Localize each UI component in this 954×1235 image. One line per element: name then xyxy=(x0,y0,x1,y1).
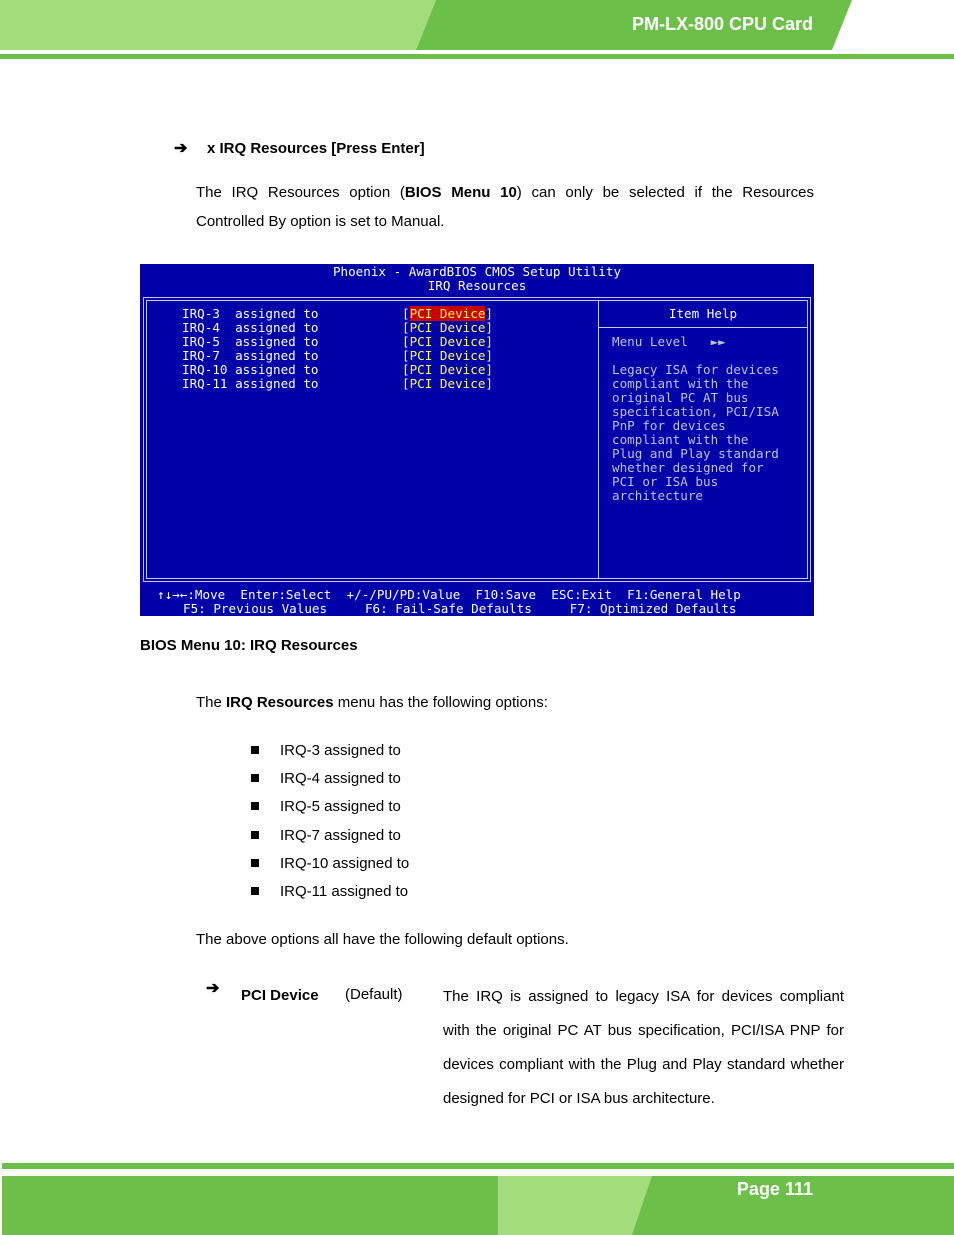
list-item: IRQ-5 assigned to xyxy=(280,798,401,816)
bios-setting-value[interactable]: [PCI Device] xyxy=(402,334,494,349)
bios-subtitle: IRQ Resources xyxy=(427,278,527,293)
header-title: PM-LX-800 CPU Card xyxy=(631,14,813,34)
bios-setting-row[interactable] xyxy=(182,376,494,391)
bios-setting-value[interactable]: [PCI Device] xyxy=(402,306,494,321)
list-item: IRQ-3 assigned to xyxy=(280,742,401,759)
default-option-description: The IRQ is assigned to legacy ISA for devices compliant with the original PC AT bus specification, PCI/ISA PNP for devices compliant with the Plug and Play standard whether designed for PCI or ISA bus architecture. xyxy=(443,988,844,1107)
bios-setting-label: IRQ-4 assigned to xyxy=(182,320,319,335)
bios-setting-row[interactable] xyxy=(182,362,494,377)
menu-intro: The IRQ Resources menu has the following options: xyxy=(196,694,548,711)
figure-caption: BIOS Menu 10: IRQ Resources xyxy=(140,637,358,654)
list-item: IRQ-7 assigned to xyxy=(280,826,401,844)
square-bullet-icon xyxy=(251,831,259,839)
bios-help-line: whether designed for xyxy=(612,460,764,475)
bios-setting-label: IRQ-7 assigned to xyxy=(182,348,319,363)
section-heading: x IRQ Resources [Press Enter] xyxy=(207,140,425,157)
list-item: IRQ-10 assigned to xyxy=(280,854,410,872)
arrow-right-icon: ➔ xyxy=(174,140,188,157)
bios-help-line: Legacy ISA for devices xyxy=(612,362,779,377)
bios-help-title: Item Help xyxy=(668,306,738,321)
bios-setting-label: IRQ-3 assigned to xyxy=(182,306,319,321)
bios-setting-value[interactable]: [PCI Device] xyxy=(402,320,494,335)
bios-setting-value[interactable]: [PCI Device] xyxy=(402,376,494,391)
bios-setting-label: IRQ-10 assigned to xyxy=(182,362,319,377)
bios-keys-line2: F5: Previous Values F6: Fail-Safe Defaults F7: Optimized Defaults xyxy=(183,601,737,616)
bios-setting-row[interactable] xyxy=(182,320,494,335)
bios-setting-row[interactable] xyxy=(182,334,494,349)
bios-setting-label: IRQ-5 assigned to xyxy=(182,334,319,349)
bios-keys-line1: ↑↓→←:Move Enter:Select +/-/PU/PD:Value F10:Save ESC:Exit F1:General Help xyxy=(157,587,741,602)
bios-divider xyxy=(598,300,599,579)
bios-setting-label: IRQ-11 assigned to xyxy=(182,376,319,391)
bios-setting-row[interactable] xyxy=(182,306,494,321)
bios-help-line: compliant with the xyxy=(612,432,749,447)
square-bullet-icon xyxy=(251,802,259,810)
bios-help-line: PnP for devices xyxy=(612,418,726,433)
list-item: IRQ-4 assigned to xyxy=(280,770,401,788)
bios-title: Phoenix - AwardBIOS CMOS Setup Utility xyxy=(332,264,622,279)
bios-help-line: PCI or ISA bus xyxy=(612,474,719,489)
bios-screen xyxy=(140,264,814,616)
list-item: IRQ-11 assigned to xyxy=(280,883,409,900)
square-bullet-icon xyxy=(251,887,259,895)
bios-help-line: original PC AT bus xyxy=(612,390,749,405)
bios-help-line: architecture xyxy=(612,488,703,503)
default-option-tag: (Default) xyxy=(345,986,403,1003)
square-bullet-icon xyxy=(251,746,259,754)
bios-setting-row[interactable] xyxy=(182,348,494,363)
square-bullet-icon xyxy=(251,774,259,782)
bios-menu-level: Menu Level ►► xyxy=(612,334,726,349)
bios-help-line: Plug and Play standard xyxy=(612,446,779,461)
section-intro: The IRQ Resources option (BIOS Menu 10) can only be selected if the Resources Controlled By option is set to Manual. xyxy=(196,184,814,230)
bios-setting-value[interactable]: [PCI Device] xyxy=(402,348,494,363)
bios-help-line: compliant with the xyxy=(612,376,749,391)
page-number: Page 111 xyxy=(736,1179,813,1199)
bios-help-divider xyxy=(599,327,807,328)
default-option-name: PCI Device xyxy=(241,987,319,1004)
bios-help-line: specification, PCI/ISA xyxy=(612,404,779,419)
bios-setting-value[interactable]: [PCI Device] xyxy=(402,362,494,377)
defaults-intro: The above options all have the following default options. xyxy=(196,931,569,948)
square-bullet-icon xyxy=(251,859,259,867)
arrow-right-icon: ➔ xyxy=(206,980,220,997)
